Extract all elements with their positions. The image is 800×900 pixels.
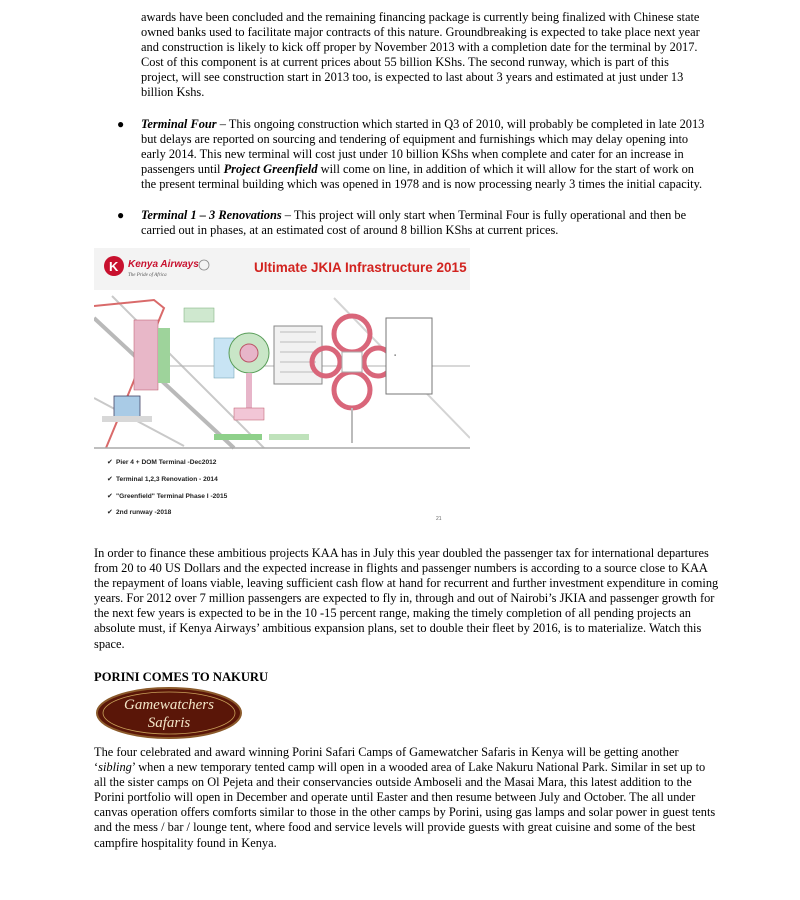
bullet-dot-icon: ● — [117, 117, 125, 131]
slide-page-number: 21 — [436, 516, 442, 522]
section-heading: PORINI COMES TO NAKURU — [94, 670, 269, 684]
checklist-item: "Greenfield" Terminal Phase I -2015 — [116, 493, 228, 500]
intro-paragraph: awards have been concluded and the remaining financing package is currently being finalized with Chinese state owned banks used to facilitate major contracts of this nature. Groundbreaking is expected to take place next year and construction is likely to kick off proper by November 2013 with a completion date for the terminal by 2017. Cost of this component is at current prices about 55 billion KShs. The second runway, which is part of this project, will see construction start in 2013 too, is expected to last about 3 years and estimated at just under 13 billion Kshs. — [141, 10, 700, 100]
porini-emphasis: sibling — [98, 760, 132, 775]
checklist-item: Pier 4 + DOM Terminal -Dec2012 — [116, 459, 217, 466]
bullet-title: Terminal 1 – 3 Renovations — [141, 208, 282, 222]
bullet-body-a: – This ongoing construction which started in Q3 of 2010, will probably be completed in late 2013 but delays are reported on sourcing and tendering of equipment and furnishings which may delay opening into early 2014. This new terminal will cost just under 10 billion KShs when complete and cater for an increase in passengers until — [141, 117, 705, 177]
slide-title: Ultimate JKIA Infrastructure 2015 — [254, 260, 467, 275]
checklist-item: Terminal 1,2,3 Renovation - 2014 — [116, 476, 218, 483]
bullet-body-b: will come on line, in addition of which it will allow for the start of work on the present terminal building which was opened in 1978 and is now processing nearly 3 times the initial capacity. — [141, 162, 703, 192]
bullet-emphasis: Project Greenfield — [223, 162, 318, 177]
jkia-slide-image — [94, 248, 470, 528]
gamewatchers-logo — [96, 687, 242, 739]
porini-text-a: The four celebrated and award winning Porini Safari Camps of Gamewatcher Safaris in Kenya will be getting another ‘ — [94, 745, 679, 775]
bullet-body-a: – This project will only start when Terminal Four is fully operational and then be carried out in phases, at an estimated cost of around 8 billion KShs at current prices. — [141, 208, 687, 238]
svg-text:●: ● — [394, 353, 397, 357]
bullet-text — [141, 208, 711, 238]
bullet-text — [141, 117, 711, 192]
bullet-title: Terminal Four — [141, 117, 217, 131]
porini-text-b: ’ when a new temporary tented camp will open in a wooded area of Lake Nakuru National Park. Similar in set up to all the sister camps on Ol Pejeta and their conservancies outside Amboseli and the Masai Mara, this latest addition to the Porini portfolio will open in December and operate until Easter and then resume between July and October. The all under canvas operation offers comforts similar to those in the other camps by Porini, using gas lamps and solar power in guest tents and the mess / bar / lounge tent, where food and service levels will provide guests with great cuisine and some of the best campfire hospitality found in Kenya. — [94, 760, 716, 850]
porini-paragraph — [94, 745, 719, 851]
checklist-item: 2nd runway -2018 — [116, 509, 172, 516]
check-icon: ✔ — [107, 508, 113, 516]
airport-plan-drawing — [94, 290, 470, 450]
check-icon: ✔ — [107, 475, 113, 483]
slide-tagline: The Pride of Africa — [128, 273, 167, 278]
slide-brand: Kenya Airways — [128, 259, 199, 270]
check-icon: ✔ — [107, 458, 113, 466]
finance-paragraph: In order to finance these ambitious projects KAA has in July this year doubled the passenger tax for international departures from 20 to 40 US Dollars and the expected increase in flights and passenger numbers is according to a source close to KAA the repayment of loans viable, leaving sufficient cash flow at hand for recurrent and further investment expenditure in coming years. For 2012 over 7 million passengers are expected to fly in, through and out of Nairobi’s JKIA and passenger growth for the next few years is expected to be in the 10 -15 percent range, making the timely completion of all pending projects an absolute must, if Kenya Airways’ ambitious expansion plans, set to double their fleet by 2016, is to materialize. Watch this space. — [94, 546, 719, 651]
logo-line-1: Gamewatchers — [124, 697, 214, 713]
svg-text:K: K — [109, 259, 119, 274]
check-icon: ✔ — [107, 492, 113, 500]
bullet-dot-icon: ● — [117, 208, 125, 222]
logo-line-2: Safaris — [147, 715, 191, 731]
